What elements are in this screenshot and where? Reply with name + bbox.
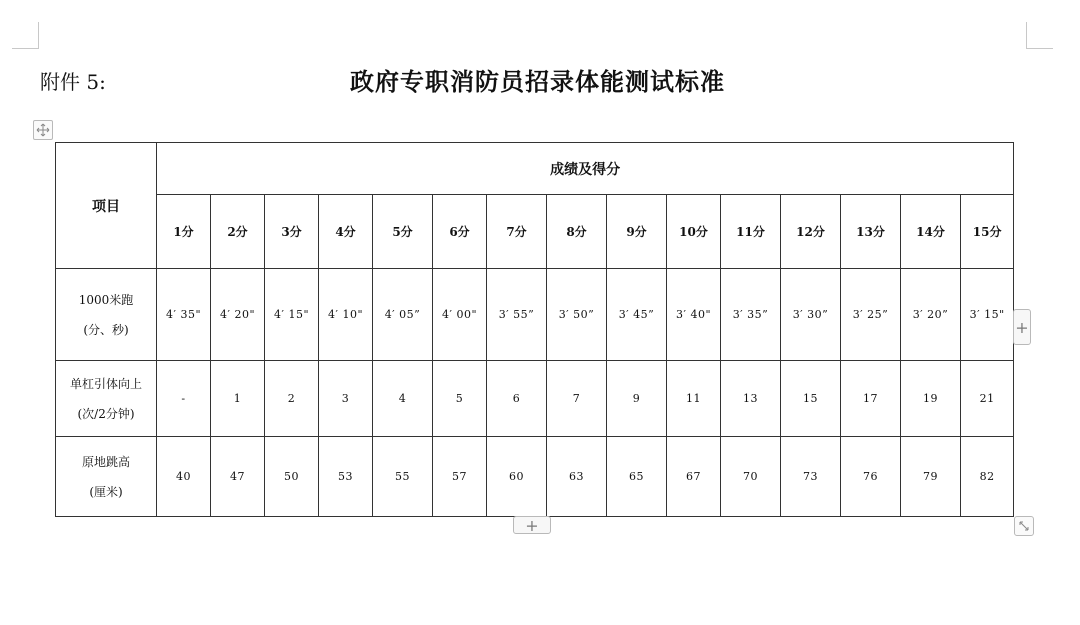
table-header-row [56,143,1014,195]
score-header-cell[interactable]: 7分 [487,195,547,269]
value-cell[interactable]: 2 [265,361,319,437]
table-row-1000m-run [56,269,1014,361]
value-cell[interactable]: 67 [667,437,721,517]
value-cell[interactable]: 73 [781,437,841,517]
row-item-unit: (次/2分钟) [77,406,135,421]
row-item-unit: (厘米) [89,484,123,499]
value-cell[interactable]: 4′ 35" [157,269,211,361]
table-move-handle[interactable] [33,120,53,140]
item-header-cell[interactable] [56,143,157,269]
group-header: 成绩及得分 [550,161,621,178]
row-item-cell[interactable] [56,361,157,437]
move-icon [36,123,50,137]
value-cell[interactable]: 63 [547,437,607,517]
page-corner-mark-right [1026,22,1053,49]
score-header-cell[interactable]: 1分 [157,195,211,269]
plus-icon: + [1015,317,1029,337]
value-cell[interactable]: 3′ 20” [901,269,961,361]
score-header-cell[interactable]: 13分 [841,195,901,269]
score-header-cell[interactable]: 15分 [961,195,1014,269]
value-cell[interactable]: 3′ 35” [721,269,781,361]
value-cell[interactable]: 47 [211,437,265,517]
row-item-unit: (分、秒) [83,322,129,337]
score-header-row [56,195,1014,269]
score-header-cell[interactable]: 9分 [607,195,667,269]
value-cell[interactable]: 79 [901,437,961,517]
value-cell[interactable]: 4′ 15" [265,269,319,361]
value-cell[interactable]: 4′ 10" [319,269,373,361]
value-cell[interactable]: - [157,361,211,437]
value-cell[interactable]: 7 [547,361,607,437]
value-cell[interactable]: 3′ 50” [547,269,607,361]
score-header-cell[interactable]: 12分 [781,195,841,269]
value-cell[interactable]: 3′ 15" [961,269,1014,361]
value-cell[interactable]: 3 [319,361,373,437]
score-header-cell[interactable]: 14分 [901,195,961,269]
value-cell[interactable]: 60 [487,437,547,517]
score-header-cell[interactable]: 3分 [265,195,319,269]
value-cell[interactable]: 3′ 30” [781,269,841,361]
item-header: 项目 [92,198,120,215]
group-header-cell[interactable] [157,143,1014,195]
value-cell[interactable]: 55 [373,437,433,517]
row-item-cell[interactable] [56,437,157,517]
table-row-pull-ups [56,361,1014,437]
page-corner-mark-left [12,22,39,49]
score-header-cell[interactable]: 4分 [319,195,373,269]
score-header-cell[interactable]: 10分 [667,195,721,269]
row-item-name: 1000米跑 [78,292,134,307]
value-cell[interactable]: 70 [721,437,781,517]
value-cell[interactable]: 6 [487,361,547,437]
add-row-button[interactable] [513,516,551,534]
table-resize-handle[interactable] [1014,516,1034,536]
value-cell[interactable]: 17 [841,361,901,437]
value-cell[interactable]: 3′ 40" [667,269,721,361]
score-header-cell[interactable]: 5分 [373,195,433,269]
score-header-cell[interactable]: 2分 [211,195,265,269]
value-cell[interactable]: 4 [373,361,433,437]
value-cell[interactable]: 15 [781,361,841,437]
value-cell[interactable]: 3′ 25” [841,269,901,361]
value-cell[interactable]: 13 [721,361,781,437]
value-cell[interactable]: 9 [607,361,667,437]
plus-icon: + [525,515,539,535]
attachment-label: 附件 5: [40,70,106,94]
fitness-standard-table [55,142,1014,517]
table-row-standing-jump [56,437,1014,517]
value-cell[interactable]: 50 [265,437,319,517]
value-cell[interactable]: 76 [841,437,901,517]
value-cell[interactable]: 57 [433,437,487,517]
score-header-cell[interactable]: 8分 [547,195,607,269]
value-cell[interactable]: 21 [961,361,1014,437]
add-column-button[interactable] [1013,309,1031,345]
resize-icon [1018,520,1030,532]
value-cell[interactable]: 4′ 00" [433,269,487,361]
value-cell[interactable]: 53 [319,437,373,517]
value-cell[interactable]: 82 [961,437,1014,517]
score-header-cell[interactable]: 6分 [433,195,487,269]
value-cell[interactable]: 3′ 55” [487,269,547,361]
value-cell[interactable]: 1 [211,361,265,437]
value-cell[interactable]: 4′ 20" [211,269,265,361]
row-item-name: 单杠引体向上 [69,376,142,391]
value-cell[interactable]: 11 [667,361,721,437]
row-item-name: 原地跳高 [81,454,130,469]
value-cell[interactable]: 3′ 45” [607,269,667,361]
value-cell[interactable]: 19 [901,361,961,437]
value-cell[interactable]: 4′ 05” [373,269,433,361]
score-header-cell[interactable]: 11分 [721,195,781,269]
value-cell[interactable]: 65 [607,437,667,517]
document-title: 政府专职消防员招录体能测试标准 [350,67,725,96]
value-cell[interactable]: 40 [157,437,211,517]
row-item-cell[interactable] [56,269,157,361]
value-cell[interactable]: 5 [433,361,487,437]
